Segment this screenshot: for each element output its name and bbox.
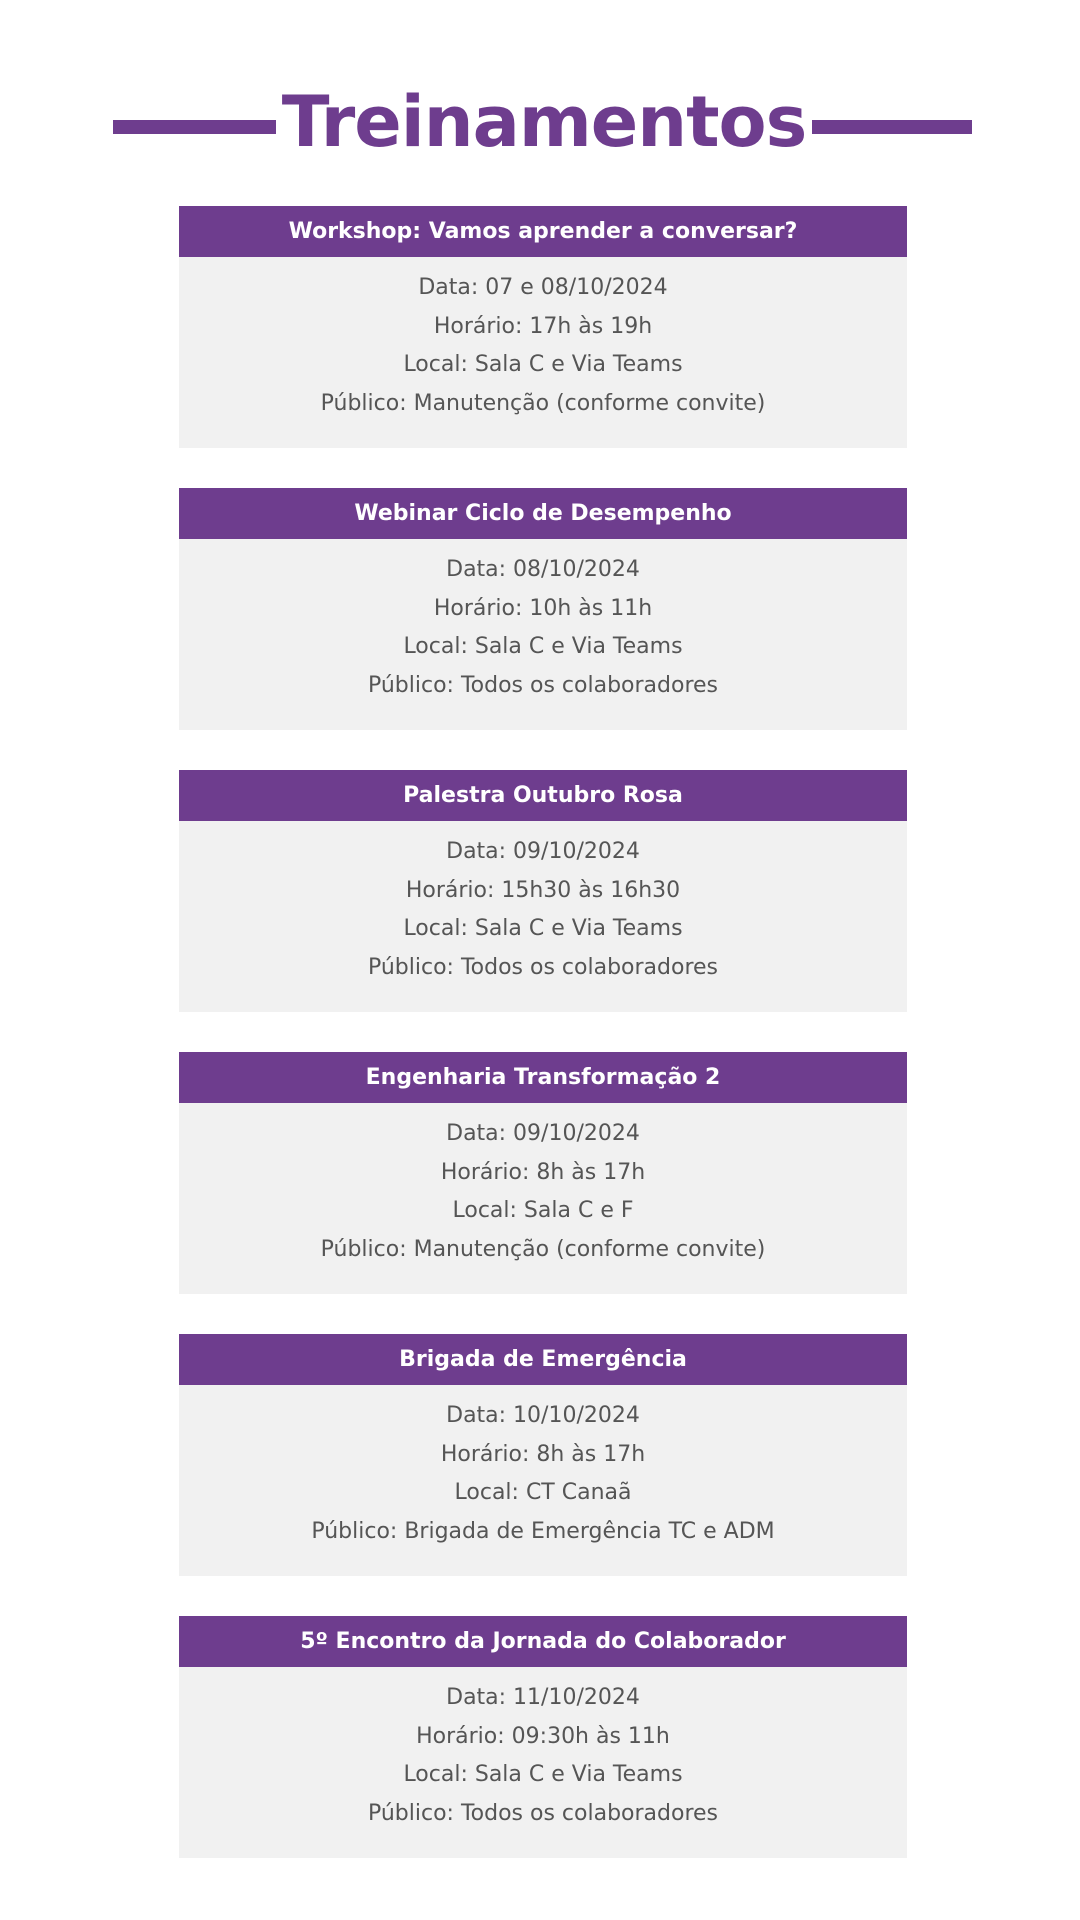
training-audience: Público: Manutenção (conforme convite) <box>320 391 766 417</box>
training-card <box>179 488 907 730</box>
training-date: Data: 10/10/2024 <box>446 1403 640 1428</box>
training-place: Local: Sala C e Via Teams <box>403 634 683 660</box>
title-decoration-left <box>113 120 276 134</box>
training-date: Data: 09/10/2024 <box>446 839 640 864</box>
training-card <box>179 1334 907 1576</box>
training-list <box>179 206 907 1898</box>
training-card <box>179 770 907 1012</box>
training-details <box>179 539 907 706</box>
training-title: Brigada de Emergência <box>179 1334 907 1385</box>
training-details <box>179 1667 907 1834</box>
training-place: Local: Sala C e F <box>452 1198 634 1224</box>
training-title: Engenharia Transformação 2 <box>179 1052 907 1103</box>
training-audience: Público: Todos os colaboradores <box>367 673 718 699</box>
training-details <box>179 257 907 424</box>
title-row <box>0 82 1080 162</box>
training-card <box>179 1616 907 1858</box>
training-time: Horário: 10h às 11h <box>433 595 653 621</box>
training-details <box>179 1385 907 1552</box>
page-title: Treinamentos <box>281 81 807 163</box>
training-audience: Público: Brigada de Emergência TC e ADM <box>311 1519 775 1545</box>
training-time: Horário: 17h às 19h <box>433 313 653 339</box>
training-place: Local: Sala C e Via Teams <box>403 1762 683 1788</box>
training-title: 5º Encontro da Jornada do Colaborador <box>179 1616 907 1667</box>
training-place: Local: Sala C e Via Teams <box>403 916 683 942</box>
training-details <box>179 1103 907 1270</box>
training-title: Workshop: Vamos aprender a conversar? <box>179 206 907 257</box>
training-time: Horário: 8h às 17h <box>440 1441 646 1467</box>
training-place: Local: Sala C e Via Teams <box>403 352 683 378</box>
training-audience: Público: Todos os colaboradores <box>367 955 718 981</box>
title-decoration-right <box>812 120 972 134</box>
training-audience: Público: Manutenção (conforme convite) <box>320 1237 766 1263</box>
training-time: Horário: 15h30 às 16h30 <box>405 877 681 903</box>
training-title: Palestra Outubro Rosa <box>179 770 907 821</box>
training-time: Horário: 09:30h às 11h <box>416 1723 670 1749</box>
training-place: Local: CT Canaã <box>454 1480 632 1506</box>
training-date: Data: 07 e 08/10/2024 <box>418 275 668 300</box>
training-date: Data: 08/10/2024 <box>446 557 640 582</box>
training-date: Data: 09/10/2024 <box>446 1121 640 1146</box>
training-time: Horário: 8h às 17h <box>440 1159 646 1185</box>
training-card <box>179 1052 907 1294</box>
training-title: Webinar Ciclo de Desempenho <box>179 488 907 539</box>
training-date: Data: 11/10/2024 <box>446 1685 640 1710</box>
training-card <box>179 206 907 448</box>
training-audience: Público: Todos os colaboradores <box>367 1801 718 1827</box>
training-details <box>179 821 907 988</box>
